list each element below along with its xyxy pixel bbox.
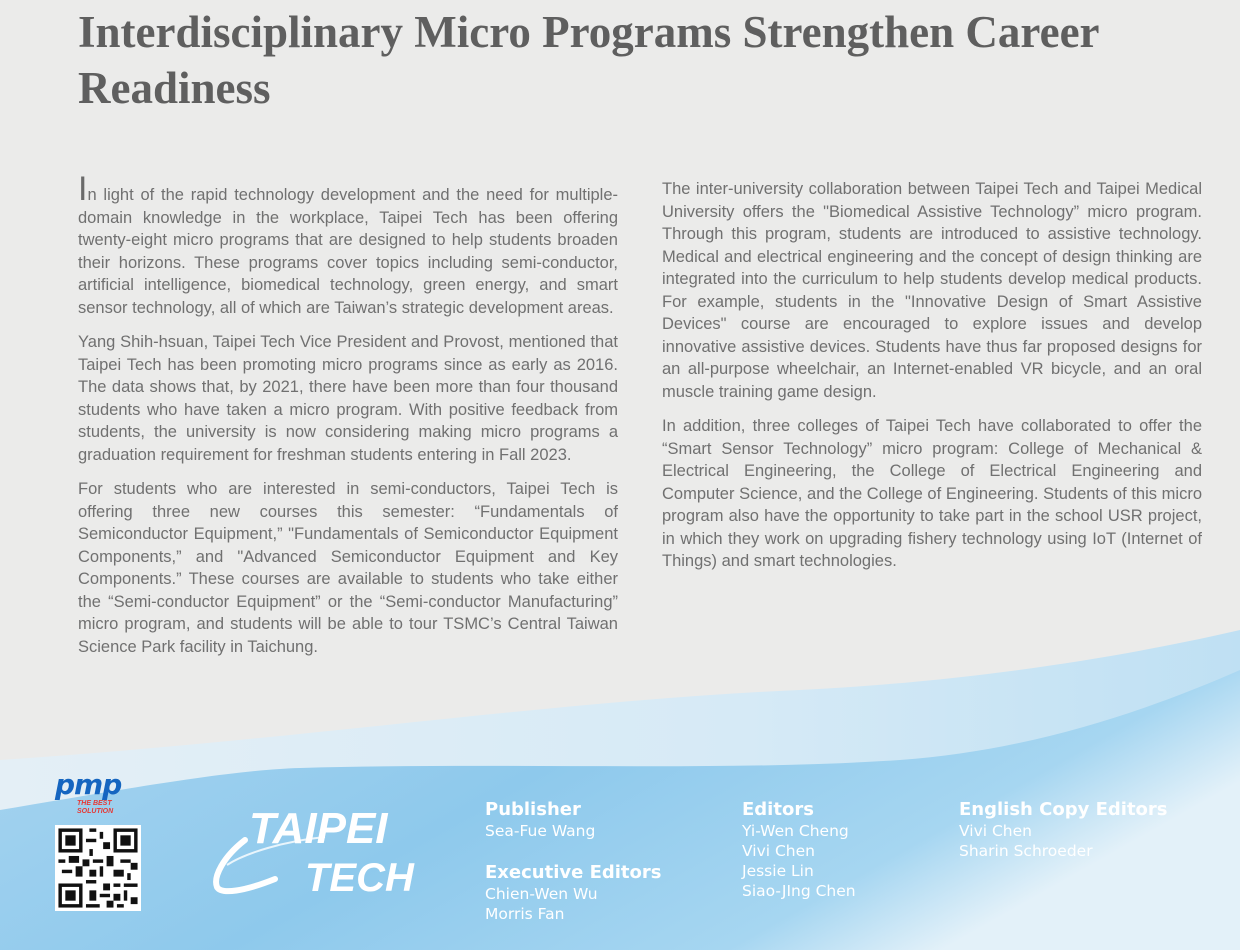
editor-name: Yi-Wen Cheng [742, 822, 849, 840]
publisher-heading: Publisher [485, 799, 581, 820]
editor-name: Vivi Chen [742, 842, 815, 860]
right-column [662, 178, 1202, 585]
paragraph-intro-text: n light of the rapid technology development and the need for multiple-domain knowledge in the workplace, Taipei Tech has been offering twenty-eight micro programs that are designed to help students broaden their horizons. These programs cover topics including semi-conductor, artificial intelligence, biomedical technology, green energy, and smart sensor technology, all of which are Taiwan’s strategic development areas. [78, 186, 618, 317]
qr-code-icon [55, 825, 141, 911]
pmp-tagline: THE BEST SOLUTION [77, 800, 114, 815]
copy-editor-name: Vivi Chen [959, 822, 1032, 840]
drop-cap: I [78, 170, 88, 208]
pmp-logo-text: pmp [55, 768, 122, 801]
left-column [78, 170, 618, 670]
article-title: Interdisciplinary Micro Programs Strengthen Career Readiness [78, 7, 1099, 113]
paragraph-provost: Yang Shih-hsuan, Taipei Tech Vice President and Provost, mentioned that Taipei Tech has been promoting micro programs since as early as 2016. The data shows that, by 2021, there have been more than four thousand students who have taken a micro program. With positive feedback from students, the university is now considering making micro programs a graduation requirement for freshman students entering in Fall 2023. [78, 333, 618, 464]
executive-editor-name: Morris Fan [485, 905, 565, 923]
executive-editor-name: Chien-Wen Wu [485, 885, 598, 903]
taipei-tech-logo [205, 795, 415, 905]
paragraph-biomedical: The inter-university collaboration between Taipei Tech and Taipei Medical University offers the "Biomedical Assistive Technology” micro program. Through this program, students are introduced to assistive technology. Medical and electrical engineering and the concept of design thinking are integrated into the curriculum to help students develop medical products. For example, students in the "Innovative Design of Smart Assistive Devices" course are encouraged to explore issues and develop innovative assistive devices. Students have thus far proposed designs for an all-purpose wheelchair, an Internet-enabled VR bicycle, and an oral muscle training game design. [662, 180, 1202, 401]
publisher-name: Sea-Fue Wang [485, 822, 596, 840]
paragraph-smart-sensor: In addition, three colleges of Taipei Tech have collaborated to offer the “Smart Sensor Technology” micro program: College of Mechanical & Electrical Engineering, the College of Electrical Engineering and Computer Science, and the College of Engineering. Students of this micro program also have the opportunity to take part in the school USR project, in which they work on upgrading fishery technology using IoT (Internet of Things) and smart technologies. [662, 417, 1202, 570]
copy-editor-name: Sharin Schroeder [959, 842, 1093, 860]
english-copy-editors-heading: English Copy Editors [959, 799, 1168, 820]
editor-name: Siao-JIng Chen [742, 882, 856, 900]
credits-english-copy-editors [959, 799, 1168, 861]
logo-taipei-text: TAIPEI [249, 804, 388, 853]
pmp-logo [55, 770, 145, 815]
executive-editors-heading: Executive Editors [485, 862, 662, 883]
logo-tech-text: TECH [305, 856, 414, 900]
paragraph-semiconductor: For students who are interested in semi-conductors, Taipei Tech is offering three new courses this semester: “Fundamentals of Semiconductor Equipment,” "Fundamentals of Semiconductor Equipment Components,” and "Advanced Semiconductor Equipment and Key Components.” These courses are available to students who take either the “Semi-conductor Equipment” or the “Semi-conductor Manufacturing” micro program, and students will be able to tour TSMC’s Central Taiwan Science Park facility in Taichung. [78, 480, 618, 656]
credits-publisher [485, 799, 595, 841]
paragraph-intro [78, 170, 618, 319]
editor-name: Jessie Lin [742, 862, 814, 880]
credits-editors [742, 799, 856, 901]
credits-executive-editors [485, 862, 662, 924]
editors-heading: Editors [742, 799, 814, 820]
